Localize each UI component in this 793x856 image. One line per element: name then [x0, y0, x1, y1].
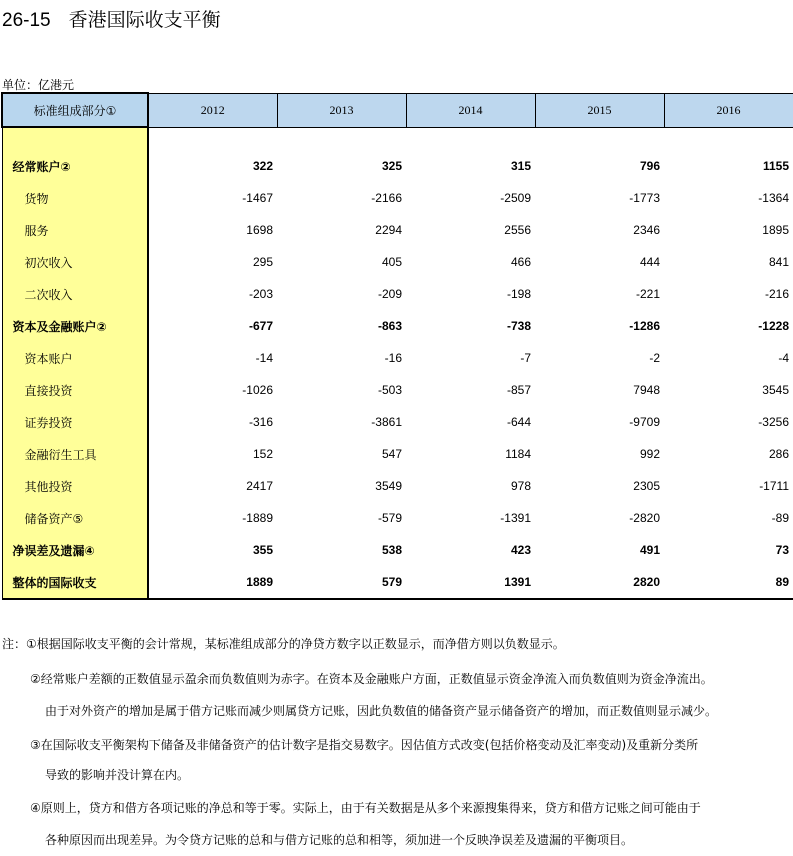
- row-label: 货物: [2, 182, 148, 214]
- row-label: 金融衍生工具: [2, 438, 148, 470]
- row-label: 储备资产⑤: [2, 502, 148, 534]
- value-cell: -9709: [629, 415, 660, 429]
- row-label: 经常账户②: [2, 150, 148, 182]
- value-cell: 3549: [375, 479, 402, 493]
- value-cell: -857: [506, 383, 531, 397]
- value-cell: -738: [506, 319, 531, 333]
- table-number: 26-15: [2, 10, 51, 31]
- value-cell: -4: [778, 351, 789, 365]
- value-cell: 2820: [535, 566, 664, 599]
- value-cell: -198: [506, 287, 531, 301]
- footnote: ②经常账户差额的正数值显示盈余而负数值则为赤字。在资本及金融账户方面，正数值显示资金净流入而负数值则为资金净流出。: [30, 672, 713, 686]
- value-cell: -316: [248, 415, 273, 429]
- value-cell: -503: [377, 383, 402, 397]
- value-cell: -7: [520, 351, 531, 365]
- footnote: 注：①根据国际收支平衡的会计常规，某标准组成部分的净贷方数字以正数显示，而净借方则以负数显示。: [2, 637, 565, 651]
- value-cell: -3256: [758, 415, 789, 429]
- row-label: 初次收入: [2, 246, 148, 278]
- value-cell: -579: [377, 511, 402, 525]
- value-cell: 579: [277, 566, 406, 599]
- row-label: 直接投资: [2, 374, 148, 406]
- table-row: [2, 566, 793, 599]
- value-cell: -2166: [371, 191, 402, 205]
- table-row: [2, 278, 793, 310]
- value-cell: 2305: [633, 479, 660, 493]
- value-cell: 3545: [762, 383, 789, 397]
- table-row: [2, 150, 793, 182]
- value-cell: -1711: [759, 479, 789, 493]
- value-cell: 1889: [148, 566, 277, 599]
- value-cell: 491: [639, 543, 660, 557]
- value-cell: 89: [664, 566, 793, 599]
- row-label: 资本账户: [2, 342, 148, 374]
- table-row: [2, 470, 793, 502]
- year-header: 2015: [535, 93, 664, 127]
- balance-of-payments-table: [1, 92, 793, 600]
- value-cell: -2820: [629, 511, 660, 525]
- page-title: [2, 5, 221, 32]
- value-cell: 796: [639, 159, 660, 173]
- row-label: 其他投资: [2, 470, 148, 502]
- value-cell: 841: [768, 255, 789, 269]
- table-row: [2, 406, 793, 438]
- value-cell: -863: [377, 319, 402, 333]
- table-row: [2, 374, 793, 406]
- unit-label: 单位：亿港元: [2, 78, 75, 92]
- value-cell: 992: [639, 447, 660, 461]
- value-cell: 295: [252, 255, 273, 269]
- value-cell: 1184: [505, 447, 531, 461]
- year-header: 2013: [277, 93, 406, 127]
- row-label: 整体的国际收支: [2, 566, 148, 599]
- value-cell: -1773: [629, 191, 660, 205]
- row-label: 资本及金融账户②: [2, 310, 148, 342]
- value-cell: 1895: [762, 223, 789, 237]
- value-cell: -2: [649, 351, 660, 365]
- value-cell: -3861: [371, 415, 402, 429]
- value-cell: -203: [248, 287, 273, 301]
- value-cell: 315: [510, 159, 531, 173]
- value-cell: -1364: [758, 191, 789, 205]
- value-cell: 286: [768, 447, 789, 461]
- value-cell: -14: [255, 351, 273, 365]
- value-cell: 405: [381, 255, 402, 269]
- value-cell: -1391: [500, 511, 531, 525]
- value-cell: 2556: [504, 223, 531, 237]
- value-cell: -1889: [242, 511, 273, 525]
- value-cell: 355: [252, 543, 273, 557]
- value-cell: -677: [248, 319, 273, 333]
- value-cell: 466: [510, 255, 531, 269]
- value-cell: -1467: [242, 191, 273, 205]
- value-cell: 152: [252, 447, 273, 461]
- table-row: [2, 214, 793, 246]
- value-cell: 1155: [762, 159, 789, 173]
- value-cell: -221: [635, 287, 660, 301]
- value-cell: 444: [639, 255, 660, 269]
- table-row: [2, 246, 793, 278]
- row-label: 证券投资: [2, 406, 148, 438]
- year-header: 2016: [664, 93, 793, 127]
- value-cell: 547: [381, 447, 402, 461]
- table-row: [2, 310, 793, 342]
- year-header: 2014: [406, 93, 535, 127]
- row-label: 二次收入: [2, 278, 148, 310]
- value-cell: -1286: [629, 319, 660, 333]
- spacer-row: [2, 127, 793, 150]
- value-cell: 2417: [246, 479, 273, 493]
- value-cell: -16: [384, 351, 402, 365]
- table-title: 香港国际收支平衡: [68, 9, 221, 31]
- table-row: [2, 534, 793, 566]
- footnote: ④原则上，贷方和借方各项记账的净总和等于零。实际上，由于有关数据是从多个来源搜集得来，贷方和借方记账之间可能由于: [30, 801, 701, 815]
- value-cell: 2346: [633, 223, 660, 237]
- value-cell: -644: [506, 415, 531, 429]
- value-cell: -1228: [758, 319, 789, 333]
- table-row: [2, 182, 793, 214]
- header-row: [2, 93, 793, 127]
- value-cell: 538: [381, 543, 402, 557]
- value-cell: 73: [775, 543, 789, 557]
- footnote: 由于对外资产的增加是属于借方记账而减少则属贷方记账，因此负数值的储备资产显示储备资产的增加，而正数值则显示减少。: [45, 704, 718, 718]
- value-cell: -2509: [500, 191, 531, 205]
- value-cell: 2294: [375, 223, 402, 237]
- value-cell: 978: [510, 479, 531, 493]
- footnote: 各种原因而出现差异。为令贷方记账的总和与借方记账的总和相等，须加进一个反映净误差及遗漏的平衡项目。: [45, 833, 634, 847]
- value-cell: -89: [771, 511, 789, 525]
- row-label: 服务: [2, 214, 148, 246]
- value-cell: 1698: [246, 223, 273, 237]
- value-cell: 7948: [633, 383, 660, 397]
- value-cell: -1026: [242, 383, 273, 397]
- table-row: [2, 342, 793, 374]
- value-cell: 325: [381, 159, 402, 173]
- footnote: 导致的影响并没计算在内。: [45, 768, 190, 782]
- value-cell: -209: [377, 287, 402, 301]
- value-cell: -216: [764, 287, 789, 301]
- value-cell: 423: [510, 543, 531, 557]
- value-cell: 322: [252, 159, 273, 173]
- table-row: [2, 438, 793, 470]
- table-row: [2, 502, 793, 534]
- value-cell: 1391: [406, 566, 535, 599]
- header-label: 标准组成部分①: [2, 93, 148, 127]
- row-label: 净误差及遗漏④: [2, 534, 148, 566]
- footnote: ③在国际收支平衡架构下储备及非储备资产的估计数字是指交易数字。因估值方式改变(包括价格变动及汇率变动)及重新分类所: [30, 738, 699, 752]
- year-header: 2012: [148, 93, 277, 127]
